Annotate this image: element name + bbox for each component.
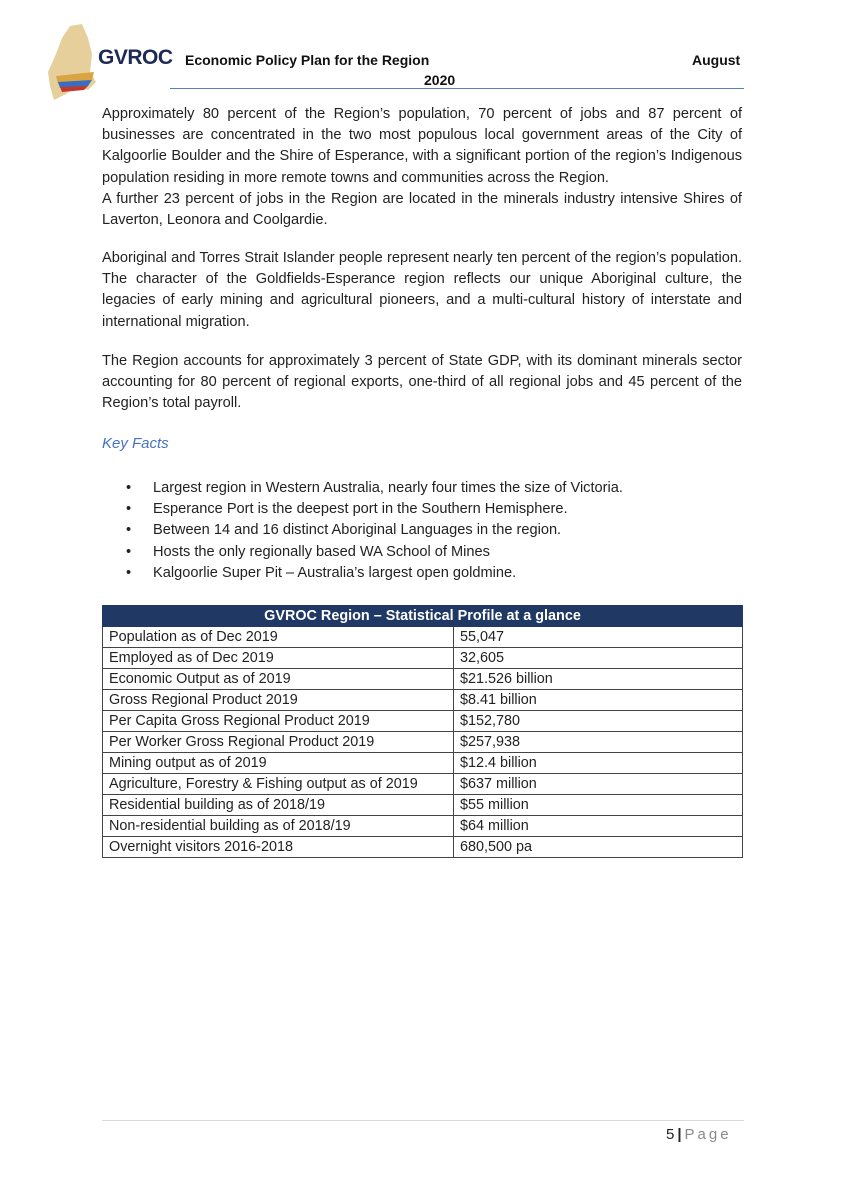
table-cell-label: Employed as of Dec 2019 [103,648,454,669]
list-item [126,542,623,563]
footer-divider [102,1120,744,1121]
statistical-profile-table [102,605,743,858]
table-header-row [103,606,743,627]
logo-wordmark: GVROC [98,46,173,69]
table-cell-value: 32,605 [454,648,743,669]
bullet-icon: • [126,501,132,518]
list-item [126,499,623,520]
document-month: August [692,52,741,68]
table-row [103,690,743,711]
paragraph-text: Approximately 80 percent of the Region’s population, 70 percent of jobs and 87 percent of businesses are concentrated in the two most populous local government areas of the City of Kalgoorlie Boulder and the Shire of Esperance, with a significant portion of the region’s Indigenous population residing in more remote towns and communities across the Region. [102,106,742,186]
paragraph-gdp: The Region accounts for approximately 3 percent of State GDP, with its dominant minerals sector accounting for 80 percent of regional exports, one-third of all regional jobs and 45 percent of the Region’s total payroll. [102,353,742,412]
list-item [126,478,623,499]
table-cell-label: Per Worker Gross Regional Product 2019 [103,732,454,753]
table-cell-value: $64 million [454,816,743,837]
bullet-icon: • [126,564,132,581]
table-cell-label: Overnight visitors 2016-2018 [103,837,454,858]
list-item-text: Between 14 and 16 distinct Aboriginal Languages in the region. [153,522,562,539]
page-number: 5 [666,1126,675,1143]
table-row [103,753,743,774]
table-cell-value: $55 million [454,795,743,816]
table-cell-label: Economic Output as of 2019 [103,669,454,690]
table-cell-value: $152,780 [454,711,743,732]
table-cell-value: $12.4 billion [454,753,743,774]
table-cell-label: Per Capita Gross Regional Product 2019 [103,711,454,732]
page-footer [666,1126,732,1143]
table-cell-value: 680,500 pa [454,837,743,858]
table-title: GVROC Region – Statistical Profile at a glance [103,606,743,627]
page-label: Page [684,1126,732,1143]
list-item [126,563,623,584]
document-title: Economic Policy Plan for the Region [185,52,430,68]
list-item [126,520,623,541]
table-row [103,648,743,669]
header-divider [170,88,744,89]
table-row [103,837,743,858]
table-row [103,774,743,795]
table-row [103,816,743,837]
paragraph-text: A further 23 percent of jobs in the Region are located in the minerals industry intensive Shires of Laverton, Leonora and Coolgardie. [102,190,742,229]
table-cell-value: $257,938 [454,732,743,753]
table-cell-label: Agriculture, Forestry & Fishing output as of 2019 [103,774,454,795]
paragraph-aboriginal: Aboriginal and Torres Strait Islander people represent nearly ten percent of the region’s population. The character of the Goldfields-Esperance region reflects our unique Aboriginal culture, the legacies of early mining and agricultural pioneers, and a multi-cultural history of interstate and international migration. [102,250,742,330]
table-cell-label: Non-residential building as of 2018/19 [103,816,454,837]
list-item-text: Hosts the only regionally based WA School of Mines [153,543,490,560]
table-cell-value: $8.41 billion [454,690,743,711]
key-facts-list [126,478,623,584]
table-row [103,795,743,816]
table-cell-value: $637 million [454,774,743,795]
list-item-text: Esperance Port is the deepest port in the Southern Hemisphere. [153,501,568,518]
bullet-icon: • [126,543,132,560]
paragraph-population [102,104,742,231]
key-facts-heading: Key Facts [102,435,169,452]
table-cell-label: Residential building as of 2018/19 [103,795,454,816]
bullet-icon: • [126,522,132,539]
bullet-icon: • [126,480,132,496]
list-item-text: Kalgoorlie Super Pit – Australia’s largest open goldmine. [153,564,517,581]
table-cell-value: 55,047 [454,627,743,648]
table-row [103,711,743,732]
footer-separator: | [677,1126,682,1143]
list-item-text: Largest region in Western Australia, nearly four times the size of Victoria. [153,480,623,496]
table-row [103,627,743,648]
table-cell-label: Gross Regional Product 2019 [103,690,454,711]
table-cell-label: Mining output as of 2019 [103,753,454,774]
table-row [103,732,743,753]
table-row [103,669,743,690]
document-year: 2020 [424,72,456,88]
table-cell-label: Population as of Dec 2019 [103,627,454,648]
table-cell-value: $21.526 billion [454,669,743,690]
